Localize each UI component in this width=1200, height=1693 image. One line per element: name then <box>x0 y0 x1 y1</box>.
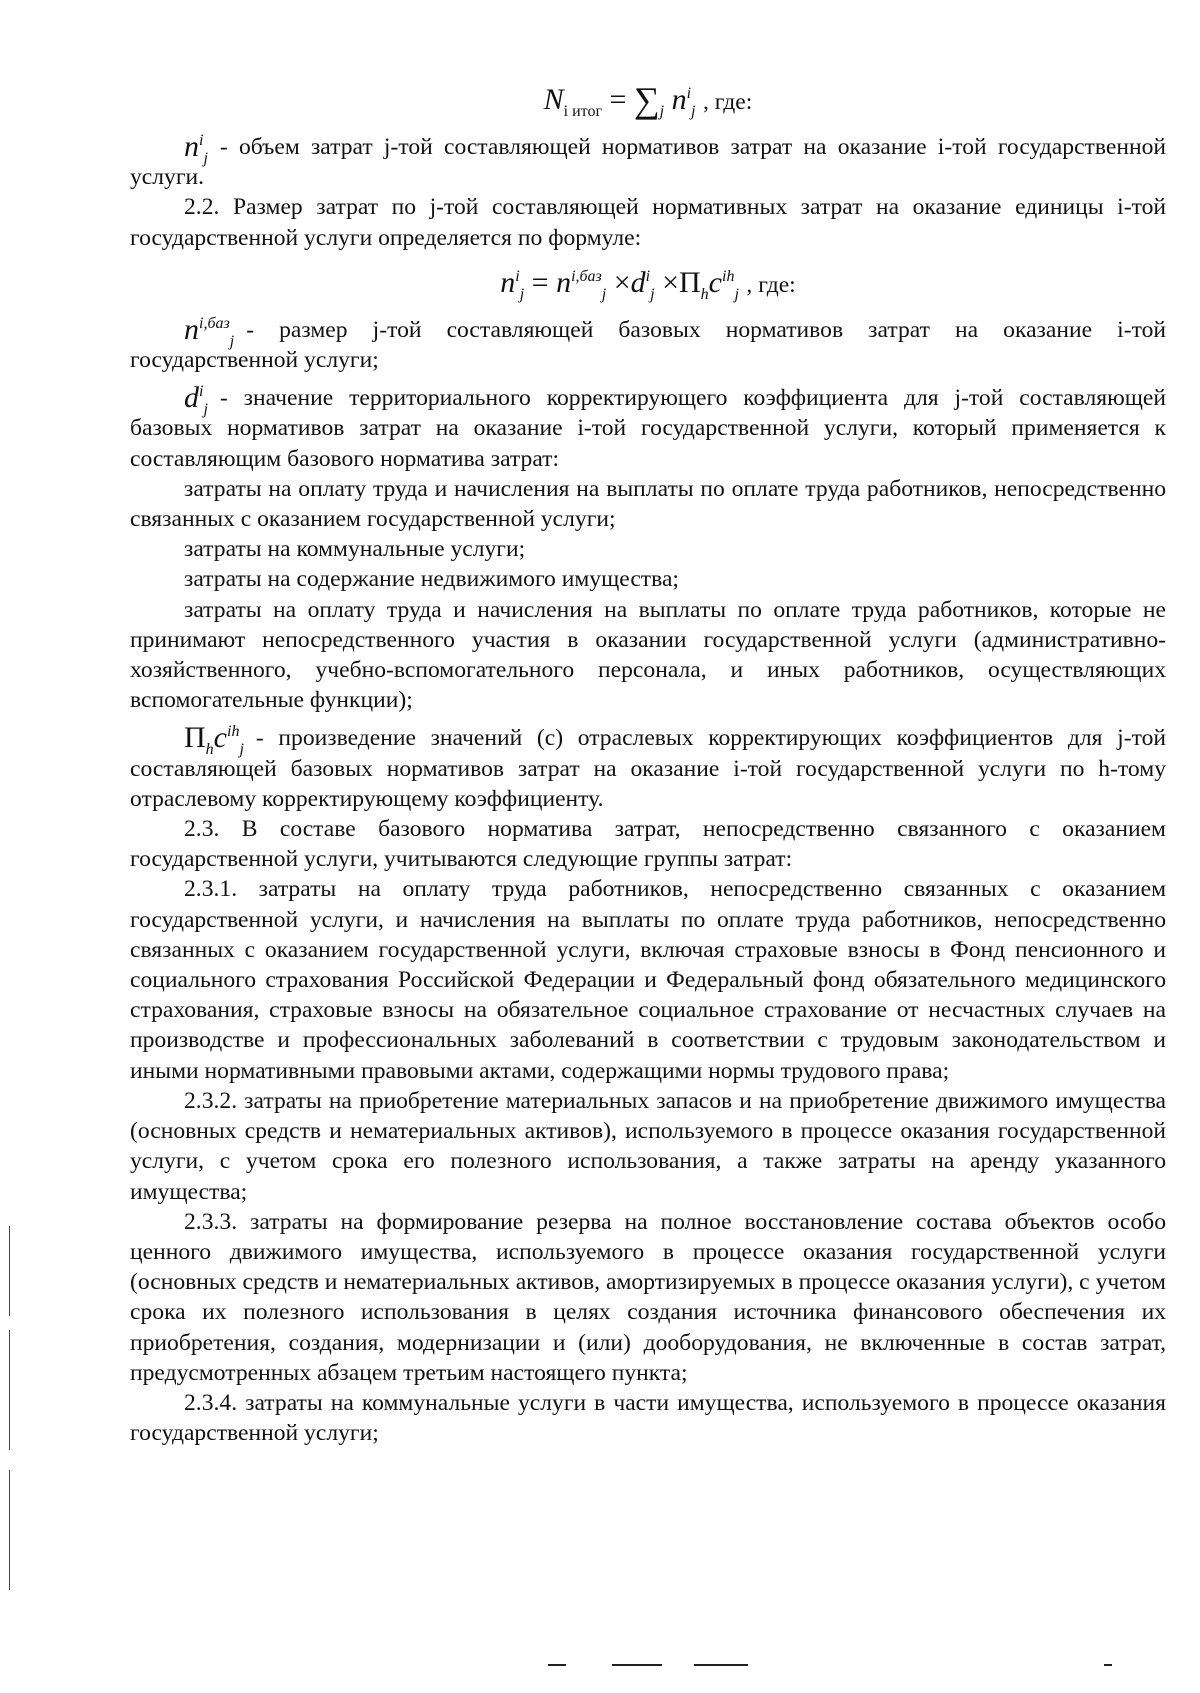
paragraph-product <box>130 723 1166 814</box>
footer-mark <box>1104 1664 1112 1666</box>
paragraph-dij <box>130 383 1166 474</box>
paragraph-utilities: затраты на коммунальные услуги; <box>184 536 526 563</box>
paragraph-support-staff: затраты на оплату труда и начисления на выплаты по оплате труда работников, которые не принимают непосредственного участия в оказании государственной услуги (административно-хозяйственного, учебно-вспомогательного персонала, и иных работников, осуществляющих вспомогательные функции); <box>130 596 1166 714</box>
paragraph-labor-costs: затраты на оплату труда и начисления на выплаты по оплате труда работников, непосредственно связанных с оказанием государственной услуги; <box>130 475 1166 533</box>
paragraph-text: - объем затрат j-той составляющей нормативов затрат на оказание i-той государственной услуги. <box>130 134 1166 191</box>
formula-cost: $n^i_j = n^{i,баз}_j \times d^i_j \times\Pi_hc^{ih}_j$ , где: <box>500 265 796 303</box>
paragraph-2-3-3: 2.3.3. затраты на формирование резерва на полное восстановление состава объектов особо ценного движимого имущества, используемого в процессе оказания государственной услуги (основных средств и нематериальных активов, амортизируемых в процессе оказания услуги), с учетом срока их полезного использования в целях создания источника финансового обеспечения их приобретения, создания, модернизации и (или) дооборудования, не включенные в состав затрат, предусмотренных абзацем третьим настоящего пункта; <box>130 1208 1166 1386</box>
paragraph-text: - значение территориального корректирующего коэффициента для j-той составляющей базовых нормативов затрат на оказание i-той государственной услуги, который применяется к составляющим базового норматива затрат: <box>130 385 1166 472</box>
paragraph-nbaz <box>130 312 1166 375</box>
paragraph-nij <box>130 132 1166 192</box>
paragraph-text: - размер j-той составляющей базовых нормативов затрат на оказание i-той государственной услуги; <box>130 316 1166 374</box>
footer-mark <box>548 1664 566 1666</box>
symbol-product: $\Pi_hc^{ih}_j$ <box>184 721 244 759</box>
formula-where: , где: <box>702 89 753 115</box>
paragraph-2-3: 2.3. В составе базового норматива затрат, непосредственно связанного с оказанием государственной услуги, учитываются следующие группы затрат: <box>130 816 1166 873</box>
footer-mark <box>612 1664 662 1666</box>
paragraph-text: - произведение значений (с) отраслевых корректирующих коэффициентов для j-той составляющей базовых нормативов затрат на оказание i-той государственной услуги по h-тому отраслевому корректирующему коэффициенту. <box>130 725 1166 812</box>
paragraph-2-3-4: 2.3.4. затраты на коммунальные услуги в части имущества, используемого в процессе оказания государственной услуги; <box>130 1389 1166 1447</box>
sum-symbol: ∑ <box>633 80 660 120</box>
symbol-nbaz: $n^{i,баз}_j$ <box>184 312 235 350</box>
formula-lhs-variable: N <box>543 83 564 116</box>
formula-where: , где: <box>746 271 796 298</box>
symbol-dij: $d^i_j$ <box>184 381 208 419</box>
formula-lhs-subscript: i итог <box>563 103 603 120</box>
scan-artifact-line <box>9 1330 10 1450</box>
paragraph-2-3-1: 2.3.1. затраты на оплату труда работников, непосредственно связанных с оказанием государственной услуги, и начисления на выплаты по оплате труда работников, непосредственно связанных с оказанием государственной услуги, включая страховые взносы в Фонд пенсионного и социального страхования Российской Федерации и Федеральный фонд обязательного медицинского страхования, страховые взносы на обязательное социальное страхование от несчастных случаев на производстве и профессиональных заболеваний в соответствии с трудовым законодательством и иными нормативными правовыми актами, содержащими нормы трудового права; <box>130 876 1166 1084</box>
document-body <box>130 78 1166 1448</box>
paragraph-2-2: 2.2. Размер затрат по j-той составляющей нормативных затрат на оказание единицы i-той государственной услуги определяется по формуле: <box>130 194 1166 251</box>
symbol-nij: $n^i_j$ <box>184 130 208 167</box>
footer-mark <box>694 1664 748 1666</box>
scan-artifact-line <box>9 1470 10 1590</box>
formula-baz-superscript: i,баз <box>571 267 602 285</box>
scan-artifact-line <box>9 1226 10 1316</box>
paragraph-2-3-2: 2.3.2. затраты на приобретение материальных запасов и на приобретение движимого имущества (основных средств и нематериальных активов), используемого в процессе оказания государственной услуги, с учетом срока его полезного использования, а также затраты на аренду указанного имущества; <box>130 1087 1166 1205</box>
paragraph-property-maintenance: затраты на содержание недвижимого имущества; <box>184 566 679 593</box>
formula-total: $N_{i итог} = \sum_j$ $n^i_j$ , где: <box>543 80 753 120</box>
